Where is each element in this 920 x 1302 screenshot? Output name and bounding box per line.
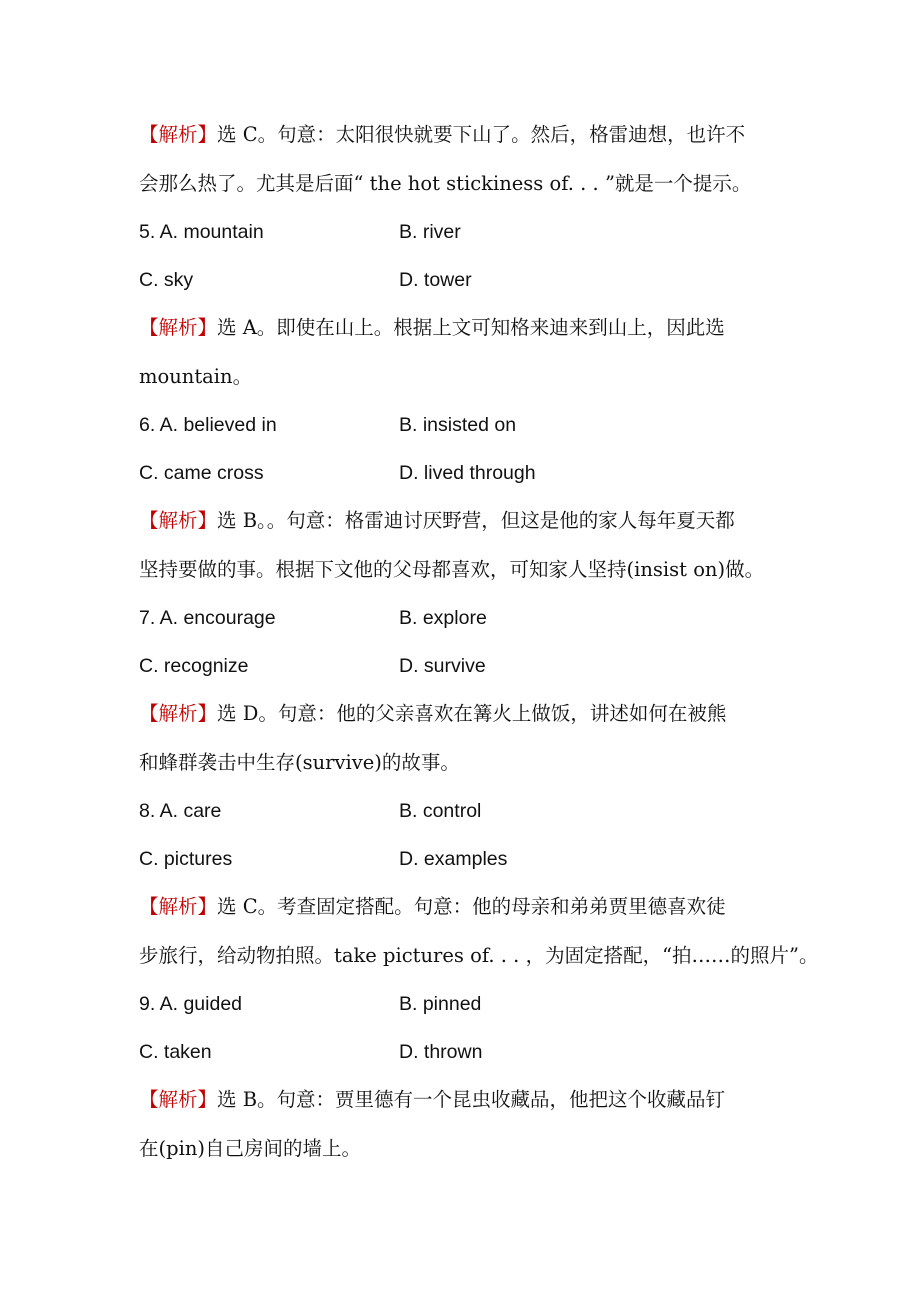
analysis-line — [139, 748, 799, 778]
analysis-line — [139, 699, 799, 729]
option-c: C. taken — [139, 1041, 212, 1063]
option-d: D. lived through — [399, 462, 536, 484]
option-a: 7. A. encourage — [139, 607, 276, 629]
analysis-tag: 【解析】 — [139, 123, 218, 146]
option-d: D. examples — [399, 848, 508, 870]
option-a: 9. A. guided — [139, 993, 243, 1015]
option-c: C. sky — [139, 269, 194, 291]
analysis-line — [139, 362, 799, 392]
option-a: 8. A. care — [139, 800, 222, 822]
option-d: D. survive — [399, 655, 486, 677]
analysis-line — [139, 1134, 799, 1164]
analysis-text: 在(pin)自己房间的墙上。 — [139, 1137, 361, 1160]
analysis-tag: 【解析】 — [139, 509, 218, 532]
option-c: C. came cross — [139, 462, 264, 484]
analysis-line — [139, 169, 799, 199]
analysis-text: 选 B。。句意：格雷迪讨厌野营，但这是他的家人每年夏天都 — [217, 509, 735, 532]
analysis-text: 选 C。考查固定搭配。句意：他的母亲和弟弟贾里德喜欢徒 — [217, 895, 726, 918]
analysis-line — [139, 892, 799, 922]
analysis-line — [139, 941, 819, 971]
analysis-text: 选 A。即使在山上。根据上文可知格来迪来到山上，因此选 — [217, 316, 725, 339]
option-b: B. control — [399, 800, 482, 822]
analysis-line — [139, 313, 799, 343]
analysis-line — [139, 120, 799, 150]
analysis-text: mountain。 — [139, 365, 253, 388]
analysis-line — [139, 506, 799, 536]
option-a: 5. A. mountain — [139, 221, 264, 243]
analysis-text: 选 B。句意：贾里德有一个昆虫收藏品，他把这个收藏品钉 — [217, 1088, 726, 1111]
analysis-tag: 【解析】 — [139, 316, 218, 339]
analysis-text: 坚持要做的事。根据下文他的父母都喜欢，可知家人坚持(insist on)做。 — [139, 558, 765, 581]
option-b: B. pinned — [399, 993, 482, 1015]
analysis-text: 步旅行，给动物拍照。take pictures of. . . ，为固定搭配，“拍……的照片”。 — [139, 944, 819, 967]
option-c: C. pictures — [139, 848, 233, 870]
option-c: C. recognize — [139, 655, 249, 677]
option-d: D. tower — [399, 269, 472, 291]
option-b: B. river — [399, 221, 461, 243]
analysis-line — [139, 555, 799, 585]
analysis-text: 和蜂群袭击中生存(survive)的故事。 — [139, 751, 460, 774]
analysis-text: 选 C。句意：太阳很快就要下山了。然后，格雷迪想，也许不 — [217, 123, 746, 146]
analysis-line — [139, 1085, 799, 1115]
option-b: B. insisted on — [399, 414, 517, 436]
option-b: B. explore — [399, 607, 487, 629]
analysis-tag: 【解析】 — [139, 895, 218, 918]
option-d: D. thrown — [399, 1041, 483, 1063]
analysis-text: 选 D。句意：他的父亲喜欢在篝火上做饭，讲述如何在被熊 — [217, 702, 727, 725]
option-a: 6. A. believed in — [139, 414, 277, 436]
analysis-text: 会那么热了。尤其是后面“ the hot stickiness of. . . ”就是一个提示。 — [139, 172, 752, 195]
analysis-tag: 【解析】 — [139, 1088, 218, 1111]
analysis-tag: 【解析】 — [139, 702, 218, 725]
